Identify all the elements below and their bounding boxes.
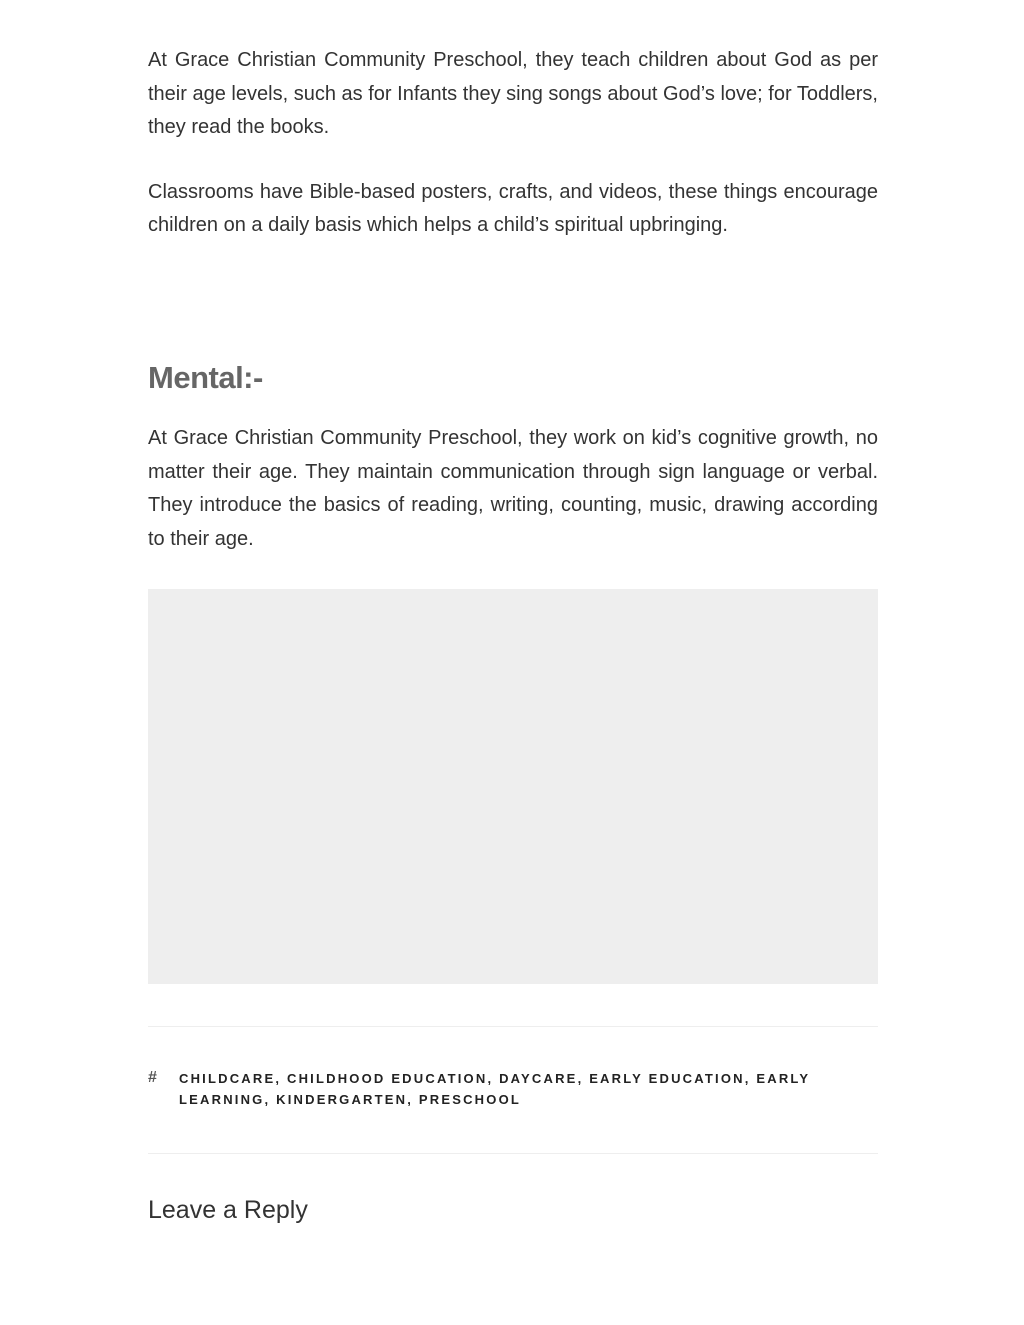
tag-separator: , [407, 1092, 419, 1107]
tag-separator: , [577, 1071, 590, 1086]
tag-separator: , [487, 1071, 500, 1086]
article-paragraph: Classrooms have Bible-based posters, crafts, and videos, these things encourage children on a daily basis which helps a child’s spiritual upbringing. [148, 180, 878, 237]
divider [148, 1026, 878, 1027]
tag-link[interactable]: CHILDHOOD EDUCATION [286, 1071, 488, 1086]
tag-list [179, 1068, 878, 1110]
article-content [148, 44, 878, 1224]
tag-link[interactable]: DAYCARE [499, 1071, 578, 1086]
hash-icon: # [148, 1069, 157, 1086]
section-heading-mental: Mental:- [148, 360, 263, 395]
tag-link[interactable]: KINDERGARTEN [276, 1092, 408, 1107]
divider [148, 1153, 878, 1154]
tag-separator: , [264, 1092, 277, 1107]
tag-separator: , [275, 1071, 287, 1086]
tag-link[interactable]: PRESCHOOL [418, 1092, 522, 1107]
post-tags [148, 1068, 878, 1110]
leave-reply-title: Leave a Reply [148, 1196, 308, 1224]
tag-link[interactable]: EARLY EDUCATION [589, 1071, 745, 1086]
tag-link[interactable]: CHILDCARE [179, 1071, 276, 1086]
tag-separator: , [744, 1071, 757, 1086]
embedded-media-placeholder [148, 589, 878, 984]
article-paragraph-mental: At Grace Christian Community Preschool, they work on kid’s cognitive growth, no matter their age. They maintain communication through sign language or verbal. They introduce the basics of reading, writing, counting, music, drawing according to their age. [148, 427, 878, 550]
tag-link[interactable]: EARLY LEARNING [179, 1071, 811, 1107]
article-paragraph: At Grace Christian Community Preschool, they teach children about God as per their age levels, such as for Infants they sing songs about God’s love; for Toddlers, they read the books. [148, 49, 878, 139]
